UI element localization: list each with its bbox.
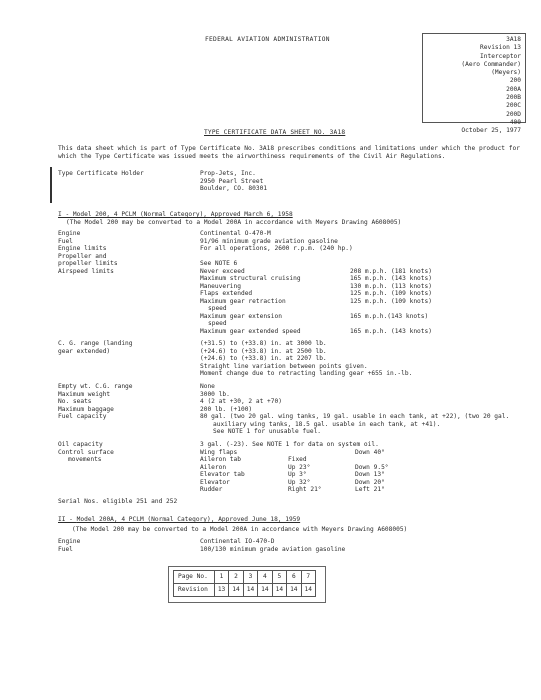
revision-bar [50,167,52,203]
baggage-value: 200 lb. (+100) [200,405,253,413]
revision-cell: 13 [214,584,228,597]
airspeed-value: 165 m.p.h.(143 knots) [350,312,429,320]
page-cell: 3 [243,571,257,584]
cg-line: (+24.6) to (+33.8) in. at 2207 lb. [200,355,327,362]
engine-limits-value: For all operations, 2600 r.p.m. (240 hp.) [200,245,353,252]
section1-note: (The Model 200 may be converted to a Model 200A in accordance with Meyers Drawing A608005) [66,219,402,226]
airspeed-value: 125 m.p.h. (109 knots) [350,290,432,297]
section2-heading-text: Model 200A, 4 PCLM (Normal Category), Approved June 18, 1959 [76,516,301,523]
engine-label: Engine [58,230,81,237]
cg-label: C. G. range (landing [58,340,133,347]
rev-line: (Meyers) [491,69,521,77]
document-title: TYPE CERTIFICATE DATA SHEET NO. 3A18 [204,129,346,136]
control-up: Fixed [288,456,307,463]
control-up: Right 21° [288,486,322,493]
revision-cell: 14 [272,584,286,597]
rev-line: 400 [509,118,521,126]
section2-fuel-label: Fuel [58,545,73,553]
page-cell: 6 [287,571,301,584]
airspeed-name: Never exceed [200,267,245,275]
rev-line: Interceptor [480,52,521,60]
holder-line: Prop-Jets, Inc. [200,170,256,177]
control-down: Down 9.5° [355,463,389,471]
serial-numbers: Serial Nos. eligible 251 and 252 [58,498,178,505]
control-up: Up 3° [288,471,307,478]
airspeed-name: Flaps extended [200,290,253,297]
page-cell: 7 [301,571,315,584]
holder-label: Type Certificate Holder [58,170,144,177]
page-label: Page No. [174,571,215,584]
airspeed-value: 130 m.p.h. (113 knots) [350,282,432,290]
cg-line: Moment change due to retracting landing gear +655 in.-lb. [200,370,413,377]
holder-line: Boulder, CO. 80301 [200,185,268,193]
rev-line: 200D [506,110,521,118]
control-down: Down 13° [355,471,385,478]
fuel-capacity-label: Fuel capacity [58,413,107,420]
section1-heading-text: Model 200, 4 PCLM (Normal Category), Approved March 6, 1958 [72,211,293,218]
seats-value: 4 (2 at +30, 2 at +70) [200,398,282,405]
control-surface: Aileron tab [200,456,241,463]
rev-line: 3A18 [506,36,521,43]
cg-line: Straight line variation between points given. [200,362,368,370]
section2-note: (The Model 200 may be converted to a Model 200A in accordance with Meyers Drawing A608005) [72,526,408,533]
revision-cell: 14 [287,584,301,597]
rev-line: 200A [506,85,521,93]
propeller-label: Propeller and [58,252,107,260]
airspeed-label: Airspeed limits [58,267,114,275]
engine-value: Continental O-470-M [200,230,271,237]
page-row [174,571,316,584]
control-surface: Elevator tab [200,471,245,478]
revision-cell: 14 [229,584,243,597]
control-down: Left 21° [355,486,385,493]
fuel-value: 91/96 minimum grade aviation gasoline [200,237,338,245]
baggage-label: Maximum baggage [58,405,114,413]
rev-line: Revision 13 [480,44,521,52]
max-weight-value: 3000 lb. [200,390,230,398]
fuel-capacity-line: auxiliary wing tanks, 18.5 gal. usable in each tank, at +41). [213,420,441,428]
intro-paragraph: This data sheet which is part of Type Certificate No. 3A18 prescribes conditions and limitations under which the product for which the Type Certificate was issued meets the airworthiness requirements of the Civil Air Regulations. [58,145,520,160]
empty-cg-value: None [200,383,215,390]
section1-heading-num: I - [58,211,73,218]
control-down: Down 20° [355,478,385,486]
revision-row [174,584,316,597]
revision-cell: 14 [258,584,272,597]
control-down: Down 40° [355,448,385,456]
rev-line: 200C [506,102,521,110]
seats-label: No. seats [58,398,92,405]
control-surface: Rudder [200,486,223,493]
section1-heading [58,211,293,219]
airspeed-name: Maximum gear retraction [200,297,286,305]
oil-label: Oil capacity [58,441,103,448]
section2-heading-num: II - [58,516,77,523]
revision-cell: 14 [243,584,257,597]
airspeed-name: Maneuvering [200,282,241,290]
airspeed-value: 125 m.p.h. (109 knots) [350,297,432,305]
engine-limits-label: Engine limits [58,245,107,252]
revision-box [422,33,526,135]
fuel-capacity-line: See NOTE 1 for unusable fuel. [213,428,322,435]
control-surface: Elevator [200,478,230,486]
airspeed-name: Maximum gear extended speed [200,327,301,335]
page-revision-table [173,570,316,597]
fuel-capacity-line: 80 gal. (two 20 gal. wing tanks, 19 gal. usable in each tank, at +22), (two 20 gal. [200,413,510,420]
max-weight-label: Maximum weight [58,390,111,398]
control-up: Up 23° [288,463,311,471]
airspeed-value: 165 m.p.h. (143 knots) [350,327,432,335]
revision-cell: 14 [301,584,315,597]
cg-line: (+31.5) to (+33.8) in. at 3000 lb. [200,340,327,347]
airspeed-value: 165 m.p.h. (143 knots) [350,275,432,282]
cg-line: (+24.6) to (+33.8) in. at 2500 lb. [200,347,327,355]
propeller-value: See NOTE 6 [200,260,238,267]
propeller-label-2: propeller limits [58,260,118,267]
section2-heading [58,516,300,524]
airspeed-name: Maximum gear extension [200,312,282,320]
fuel-label: Fuel [58,237,73,245]
section2-engine-value: Continental IO-470-D [200,538,275,545]
holder-line: 2950 Pearl Street [200,177,264,185]
control-surface: Wing flaps [200,448,238,456]
page-cell: 1 [214,571,228,584]
rev-line: (Aero Commander) [461,60,521,68]
control-label-2: movements [68,456,102,463]
control-label: Control surface [58,448,114,456]
page-cell: 2 [229,571,243,584]
airspeed-name: Maximum structural cruising [200,275,301,282]
rev-line: 200 [509,77,521,85]
page-cell: 5 [272,571,286,584]
holder-address [200,170,267,193]
control-surface: Aileron [200,463,227,471]
oil-value: 3 gal. (-23). See NOTE 1 for data on system oil. [200,441,379,448]
page-cell: 4 [258,571,272,584]
section2-engine-label: Engine [58,538,81,545]
cg-label-2: gear extended) [58,347,111,355]
airspeed-name: speed [208,305,227,312]
rev-line: October 25, 1977 [461,127,521,135]
rev-line: 200B [506,94,521,102]
airspeed-name: speed [208,320,227,327]
control-up: Up 32° [288,478,311,486]
airspeed-value: 208 m.p.h. (181 knots) [350,267,432,275]
empty-cg-label: Empty wt. C.G. range [58,383,133,390]
section2-fuel-value: 100/130 minimum grade aviation gasoline [200,545,346,553]
agency-name: FEDERAL AVIATION ADMINISTRATION [205,36,330,43]
revision-label: Revision [174,584,215,597]
